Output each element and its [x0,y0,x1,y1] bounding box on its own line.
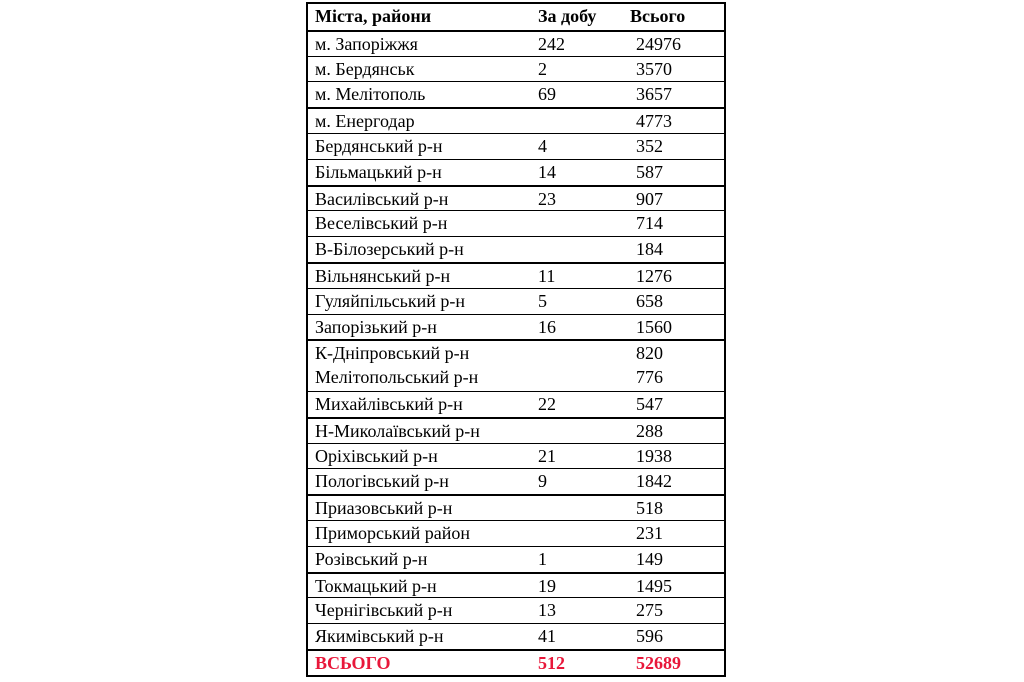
row-total: 1495 [636,575,672,596]
table-row [308,417,724,443]
table-row [308,314,724,340]
row-total: 4773 [636,111,672,132]
row-name: Михайлівський р-н [315,393,463,414]
row-total: 184 [636,239,663,260]
row-name: м. Запоріжжя [315,33,418,54]
row-day: 242 [538,33,565,54]
row-total: 658 [636,290,663,311]
header-cities-districts: Міста, райони [315,6,432,26]
row-total: 907 [636,188,663,209]
row-name: Василівський р-н [315,188,449,209]
row-name: Вільнянський р-н [315,265,451,286]
table-row [308,56,724,82]
table-row [308,339,724,365]
row-total: 518 [636,498,663,519]
table-row [308,391,724,417]
row-name: Більмацький р-н [315,161,442,182]
row-total: 587 [636,161,663,182]
row-name: К-Дніпровський р-н [315,343,470,364]
total-label: ВСЬОГО [315,652,391,673]
table-header-row [308,4,724,30]
row-name: м. Енергодар [315,111,415,132]
cases-table [306,2,726,677]
row-total: 24976 [636,33,681,54]
row-total: 3657 [636,84,672,105]
table-row [308,133,724,159]
total-day: 512 [538,652,565,673]
row-day: 22 [538,393,556,414]
row-name: Розівський р-н [315,548,428,569]
row-total: 547 [636,393,663,414]
table-row [308,468,724,494]
table-row [308,210,724,236]
table-row [308,81,724,107]
row-day: 19 [538,575,556,596]
row-total: 149 [636,548,663,569]
total-total: 52689 [636,652,681,673]
row-total: 3570 [636,58,672,79]
row-day: 23 [538,188,556,209]
table-row [308,520,724,546]
table-row [308,30,724,56]
row-total: 820 [636,343,663,364]
row-total: 288 [636,420,663,441]
row-total: 714 [636,213,663,234]
header-total: Всього [630,6,686,26]
table-row [308,494,724,520]
row-total: 352 [636,135,663,156]
row-total: 1842 [636,471,672,492]
table-row [308,546,724,572]
row-day: 1 [538,548,547,569]
row-name: Гуляйпільський р-н [315,290,465,311]
row-name: Якимівський р-н [315,626,444,647]
row-name: Бердянський р-н [315,135,443,156]
row-name: м. Мелітополь [315,84,426,105]
row-total: 275 [636,600,663,621]
row-day: 41 [538,626,556,647]
row-name: Запорізький р-н [315,316,437,337]
row-name: Чернігівський р-н [315,600,453,621]
row-name: Пологівський р-н [315,471,449,492]
row-total: 1938 [636,445,672,466]
table-row [308,262,724,288]
table-row [308,236,724,262]
table-row [308,185,724,211]
row-name: Мелітопольський р-н [315,367,479,388]
row-name: Приазовський р-н [315,498,453,519]
row-day: 5 [538,290,547,311]
row-day: 69 [538,84,556,105]
header-per-day: За добу [538,6,597,26]
row-name: Приморський район [315,522,470,543]
row-name: Веселівський р-н [315,213,448,234]
table-row [308,597,724,623]
table-total-row [308,649,724,675]
table-row [308,159,724,185]
table-row [308,288,724,314]
row-day: 16 [538,316,556,337]
row-total: 776 [636,367,663,388]
row-day: 2 [538,58,547,79]
row-day: 9 [538,471,547,492]
row-day: 13 [538,600,556,621]
row-name: Оріхівський р-н [315,445,438,466]
row-name: м. Бердянськ [315,58,415,79]
table-row [308,107,724,133]
table-row [308,365,724,391]
row-total: 1560 [636,316,672,337]
row-name: В-Білозерський р-н [315,239,464,260]
row-day: 21 [538,445,556,466]
row-total: 231 [636,522,663,543]
row-day: 11 [538,265,556,286]
table-row [308,623,724,649]
row-total: 596 [636,626,663,647]
row-total: 1276 [636,265,672,286]
row-name: Н-Миколаївський р-н [315,420,480,441]
table-row [308,572,724,598]
row-day: 4 [538,135,547,156]
row-day: 14 [538,161,556,182]
table-row [308,443,724,469]
row-name: Токмацький р-н [315,575,437,596]
